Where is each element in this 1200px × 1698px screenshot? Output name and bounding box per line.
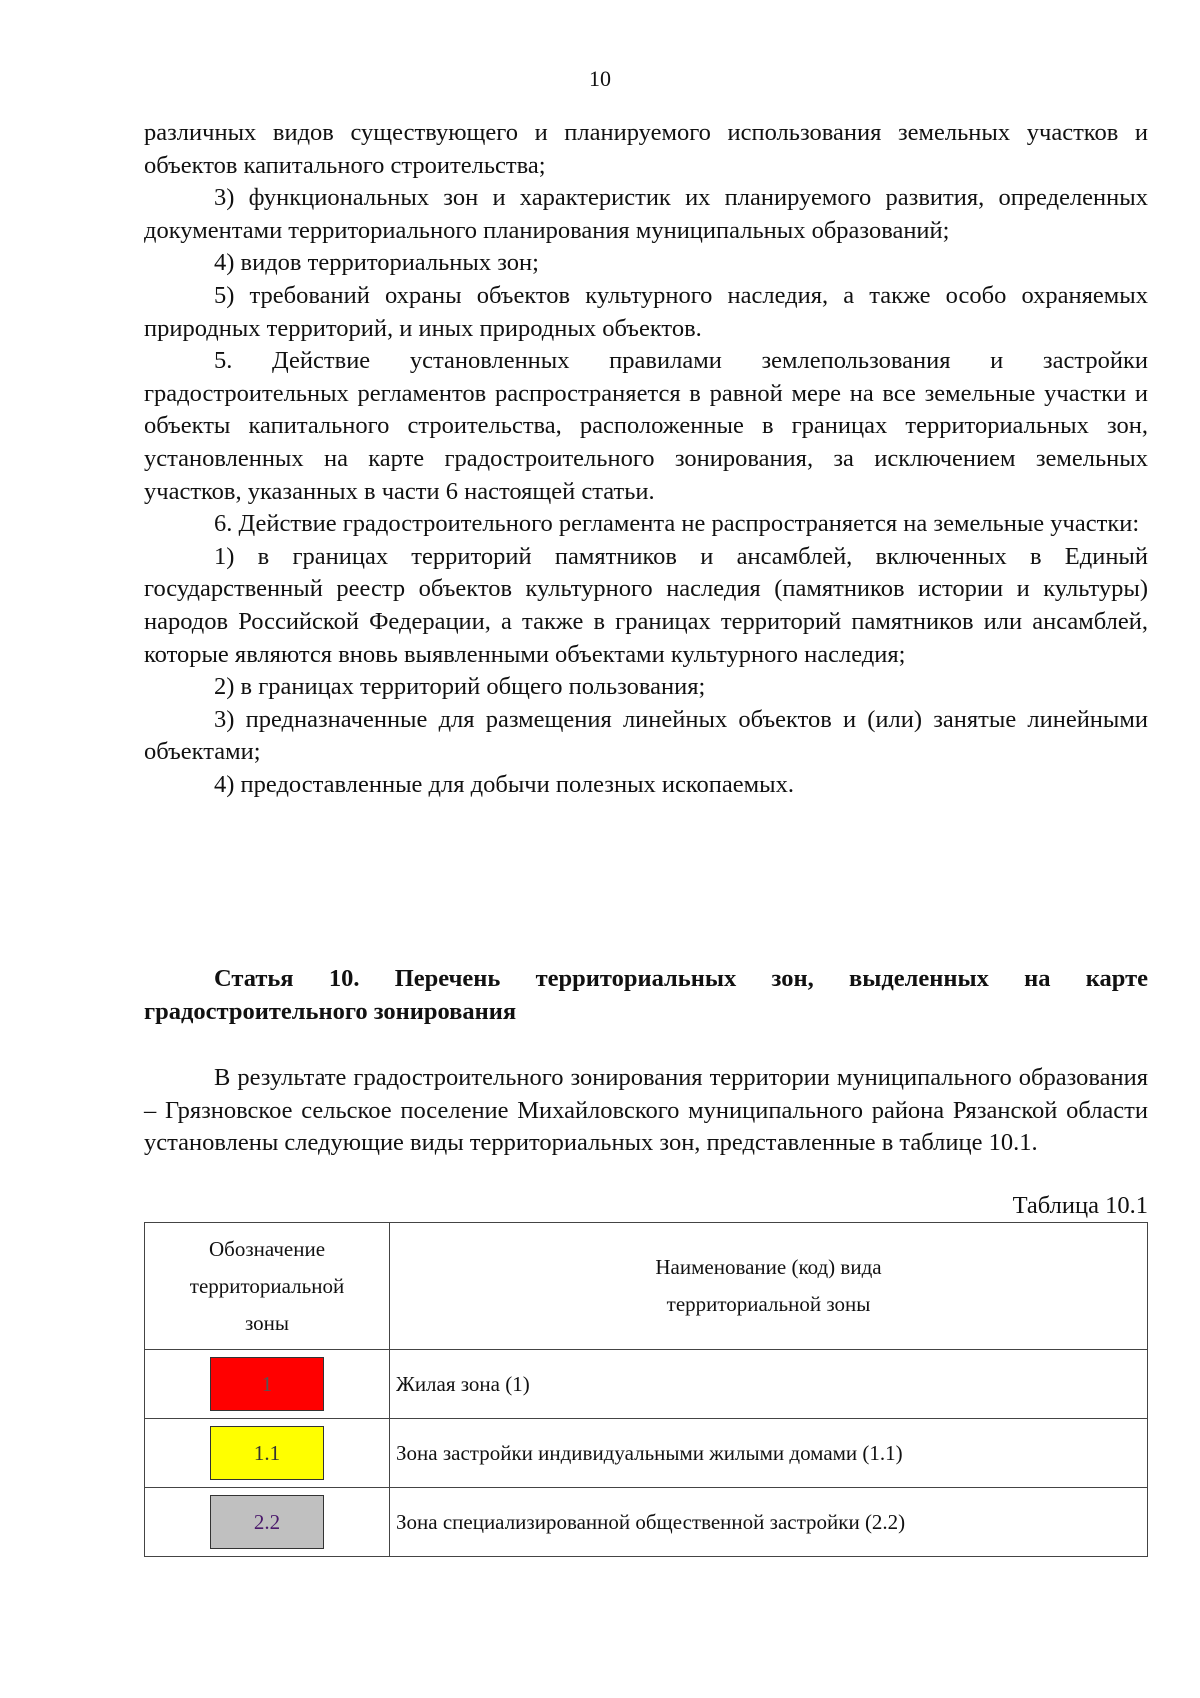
paragraph: 3) предназначенные для размещения линейных объектов и (или) занятые линейными объектами; bbox=[144, 705, 1148, 766]
zone-swatch bbox=[210, 1426, 324, 1480]
paragraph: 1) в границах территорий памятников и ансамблей, включенных в Единый государственный реестр объектов культурного наследия (памятников истории и культуры) народов Российской Федерации, а также в границах территорий памятников или ансамблей, которые являются вновь выявленными объектами культурного наследия; bbox=[144, 542, 1148, 668]
header-code-text: Обозначение территориальной зоны bbox=[189, 1236, 345, 1335]
zone-code: 1.1 bbox=[253, 1440, 281, 1465]
header-name bbox=[390, 1223, 1148, 1350]
zone-name: Жилая зона (1) bbox=[390, 1350, 1148, 1419]
paragraph: 4) видов территориальных зон; bbox=[214, 249, 539, 277]
zone-swatch bbox=[210, 1495, 324, 1549]
table-row bbox=[145, 1350, 1148, 1419]
intro-paragraph: В результате градостроительного зонирования территории муниципального образования – Грязновское сельское поселение Михайловского муниципального района Рязанской области установлены следующие виды территориальных зон, представленные в таблице 10.1. bbox=[144, 1064, 1148, 1157]
zone-code: 2.2 bbox=[253, 1509, 281, 1534]
zones-table bbox=[144, 1222, 1148, 1557]
paragraph: 3) функциональных зон и характеристик их планируемого развития, определенных документами территориального планирования муниципальных образований; bbox=[144, 184, 1148, 244]
zone-code-cell bbox=[145, 1419, 390, 1488]
zone-name: Зона застройки индивидуальными жилыми домами (1.1) bbox=[390, 1419, 1148, 1488]
zone-code: 1 bbox=[261, 1371, 273, 1396]
table-header-row bbox=[145, 1223, 1148, 1350]
paragraph: 5. Действие установленных правилами землепользования и застройки градостроительных регламентов распространяется в равной мере на все земельные участки и объекты капитального строительства, расположенные в границах территориальных зон, установленных на карте градостроительного зонирования, за исключением земельных участков, указанных в части 6 настоящей статьи. bbox=[144, 347, 1148, 505]
table-row bbox=[145, 1419, 1148, 1488]
paragraph: 2) в границах территорий общего пользования; bbox=[214, 673, 706, 701]
header-name-text: Наименование (код) вида территориальной зоны bbox=[655, 1255, 882, 1316]
article-heading: Статья 10. Перечень территориальных зон, выделенных на карте градостроительного зонирования bbox=[144, 965, 1148, 1025]
zone-code-cell bbox=[145, 1488, 390, 1557]
paragraph: различных видов существующего и планируемого использования земельных участков и объектов капитального строительства; bbox=[144, 119, 1148, 179]
paragraph: 5) требований охраны объектов культурного наследия, а также особо охраняемых природных территорий, и иных природных объектов. bbox=[144, 281, 1148, 342]
paragraph: 6. Действие градостроительного регламента не распространяется на земельные участки: bbox=[214, 510, 1140, 538]
zone-swatch bbox=[210, 1357, 324, 1411]
paragraph: 4) предоставленные для добычи полезных ископаемых. bbox=[214, 770, 794, 798]
intro-text-block bbox=[144, 1062, 1148, 1160]
zone-code-cell bbox=[145, 1350, 390, 1419]
zone-name: Зона специализированной общественной застройки (2.2) bbox=[390, 1488, 1148, 1557]
body-text bbox=[144, 117, 1148, 801]
table-caption: Таблица 10.1 bbox=[1012, 1192, 1148, 1219]
table-row bbox=[145, 1488, 1148, 1557]
header-code bbox=[145, 1223, 390, 1350]
page-number: 10 bbox=[589, 66, 611, 91]
